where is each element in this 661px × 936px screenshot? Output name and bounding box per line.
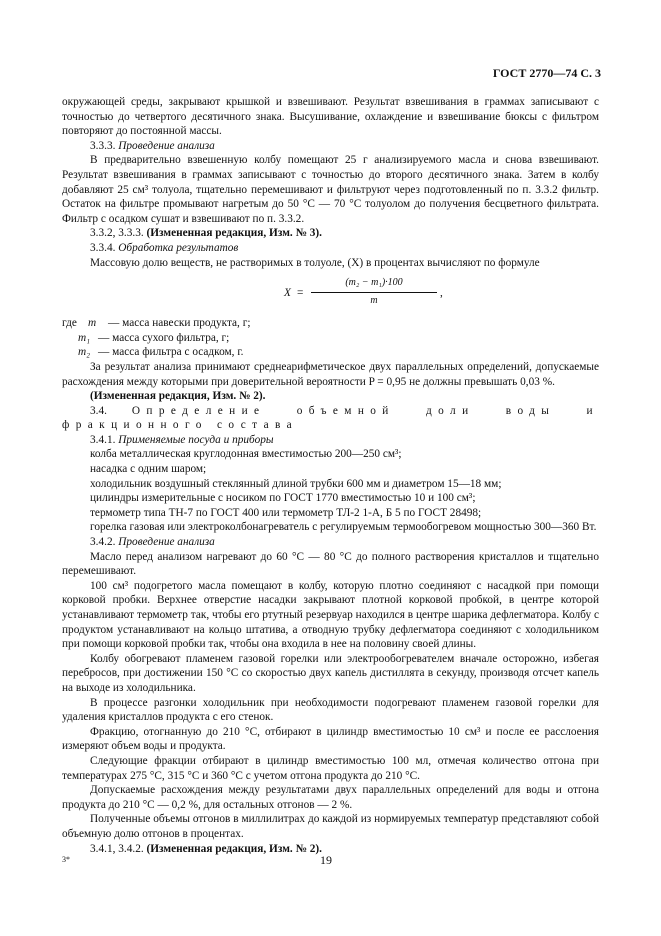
paragraph: 100 см³ подогретого масла помещают в колбу, которую плотно соединяют с насадкой при помощи корковой пробки. Верхнее отверстие насадки закрывают плотной корковой пробкой, в центре которой устанавливают термометр так, чтобы его ртутный резервуар находился в центре шарика дефлегматора. Колбу с продуктом устанавливают на кольцо штатива, а отводную трубку дефлегматора соединяют с холодильником при помощи корковой пробки так, чтобы она входила в нее на половину своей длины. [62, 579, 599, 651]
definition-lead: где [62, 317, 77, 330]
paragraph: Полученные объемы отгонов в миллилитрах до каждой из нормируемых температур представляют собой объемную долю отгонов в процентах. [62, 813, 599, 840]
footer-mark: 3* [62, 855, 70, 864]
paragraph: окружающей среды, закрывают крышкой и взвешивают. Результат взвешивания в граммах записывают с точностью до четвертого десятичного знака. Высушивание, охлаждение и взвешивание бюксы с фильтром повторяют до постоянной массы. [62, 96, 599, 138]
section-heading-3-4-1 [62, 433, 599, 448]
definition-symbol: m₂ [78, 346, 91, 359]
section-heading-3-4-2 [62, 535, 599, 550]
formula-lhs: X [284, 287, 291, 300]
section-title: Проведение анализа [118, 139, 215, 152]
paragraph: За результат анализа принимают среднеарифметическое двух параллельных определений, допускаемые расхождения между которыми при доверительной вероятности P = 0,95 не должны превышать 0,03 %. [62, 360, 599, 388]
section-heading-3-3-3 [62, 139, 599, 154]
amendment-note: (Измененная редакция, Изм. № 2). [90, 390, 266, 403]
equipment-item: термометр типа ТН-7 по ГОСТ 400 или термометр ТЛ-2 1-А, Б 5 по ГОСТ 28498; [90, 506, 482, 519]
formula [62, 274, 599, 314]
equipment-item: колба металлическая круглодонная вместимостью 200—250 см³; [90, 448, 402, 461]
section-heading-3-3-4 [62, 241, 599, 256]
paragraph: Допускаемые расхождения между результатами двух параллельных определений для воды и отгона продукта до 210 °С — 0,2 %, для остальных отгонов — 2 %. [62, 784, 599, 811]
definition-row [62, 345, 599, 360]
formula-numerator: (m₂ − m₁)·100 [311, 276, 437, 293]
paragraph: Массовую долю веществ, не растворимых в толуоле, (X) в процентах вычисляют по формуле [90, 256, 540, 269]
formula-denominator: m [370, 294, 378, 306]
formula-fraction [311, 276, 437, 308]
formula-equals: = [297, 287, 304, 300]
section-heading-3-4 [62, 404, 599, 433]
equipment-item: горелка газовая или электроколбонагреватель с регулируемым термообогревом мощностью 300—360 Вт. [90, 521, 597, 534]
equipment-item: холодильник воздушный стеклянный длиной трубки 600 мм и диаметром 15—18 мм; [90, 477, 502, 490]
definition-row [62, 331, 599, 346]
paragraph: Колбу обогревают пламенем газовой горелки или электрообогревателем вначале осторожно, избегая перебросов, при достижении 150 °С со скоростью двух капель дистиллята в секунду, производя отсчет капель на выходе из холодильника. [62, 652, 599, 694]
definition-symbol: m [88, 317, 97, 330]
paragraph: Следующие фракции отбирают в цилиндр вместимостью 100 мл, отмечая количество отгона при температурах 275 °С, 315 °С и 360 °С с учетом отгона продукта до 210 °С. [62, 754, 599, 782]
formula-comma: , [440, 287, 443, 300]
document-body [62, 95, 599, 856]
section-title: Применяемые посуда и приборы [118, 433, 274, 446]
paragraph: Фракцию, отогнанную до 210 °С, отбирают в цилиндр вместимостью 10 см³ и после ее расслоения измеряют объем воды и продукта. [62, 725, 599, 753]
indent-spacer [62, 331, 78, 346]
page-number: 19 [320, 853, 332, 867]
definition-row [62, 316, 599, 331]
paragraph: В предварительно взвешенную колбу помещают 25 г анализируемого масла и снова взвешивают. Результат взвешивания в граммах записывают с точностью до второго десятичного знака. Затем в колбу добавляют 25 см³ толуола, тщательно перемешивают и фильтруют через подготовленный по п. 3.3.2 фильтр. Остаток на фильтре промывают нагретым до 50 °С — 70 °С толуолом до получения бесцветного фильтрата. Фильтр с осадком сушат и взвешивают по п. 3.3.2. [62, 154, 599, 225]
equipment-item: насадка с одним шаром; [90, 463, 207, 476]
section-number: 3.4.2. [90, 536, 116, 549]
section-number: 3.4. [90, 404, 107, 417]
amendment-text: (Измененная редакция, Изм. № 3). [146, 227, 322, 240]
amendment-text: (Измененная редакция, Изм. № 2). [146, 842, 322, 855]
equipment-item: цилиндры измерительные с носиком по ГОСТ 1770 вместимостью 10 и 100 см³; [90, 492, 476, 505]
definition-symbol: m₁ [78, 331, 91, 344]
amendment-note [62, 226, 599, 241]
paragraph: В процессе разгонки холодильник при необходимости подогревают пламенем газовой горелки для удаления кристаллов продукта с его стенок. [62, 696, 599, 724]
amendment-ref: 3.3.2, 3.3.3. [90, 227, 144, 240]
section-title: Проведение анализа [118, 536, 215, 549]
indent-spacer [62, 345, 78, 360]
definition-text: — масса сухого фильтра, г; [98, 331, 230, 344]
section-title: Обработка результатов [118, 241, 239, 254]
amendment-ref: 3.4.1, 3.4.2. [90, 842, 144, 855]
definition-text: — масса фильтра с осадком, г. [98, 346, 244, 359]
section-number: 3.3.4. [90, 241, 116, 254]
paragraph: Масло перед анализом нагревают до 60 °С — 80 °С до полного растворения кристаллов и тщательно перемешивают. [62, 550, 599, 578]
section-number: 3.3.3. [90, 139, 116, 152]
variable-definitions [62, 316, 599, 360]
section-title: Определение объемной доли воды и фракционного состава [62, 404, 599, 432]
section-number: 3.4.1. [90, 433, 116, 446]
page-header: ГОСТ 2770—74 С. 3 [492, 66, 601, 80]
definition-text: — масса навески продукта, г; [108, 317, 251, 330]
